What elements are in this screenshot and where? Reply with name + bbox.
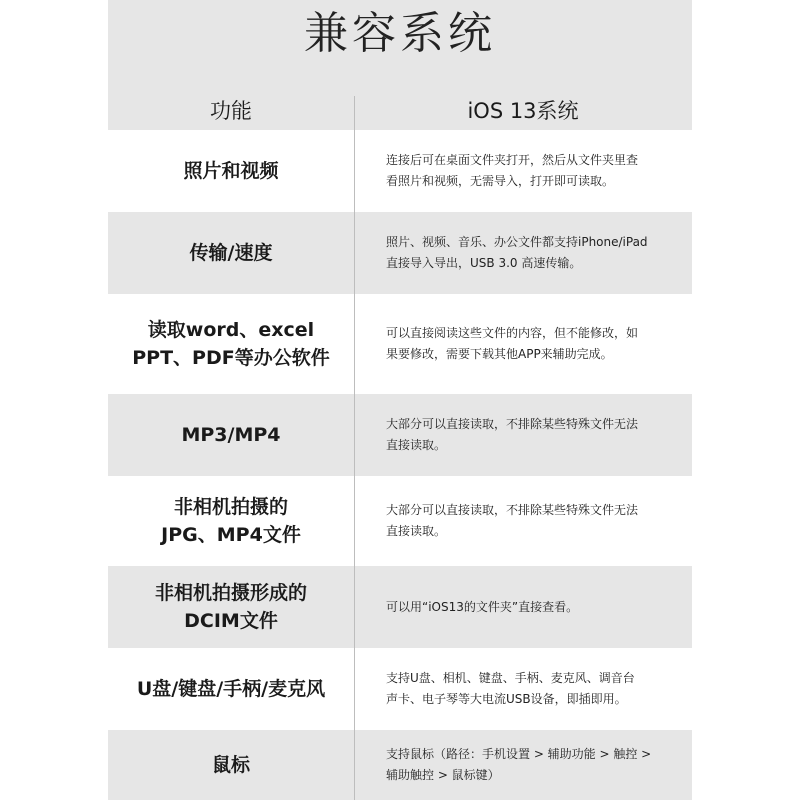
feature-line: 鼠标 [211, 754, 250, 776]
feature-line: 非相机拍摄形成的 [154, 582, 307, 604]
feature-line: 读取word、excel [147, 319, 315, 341]
feature-line: DCIM文件 [184, 610, 278, 632]
page-title: 兼容系统 [304, 8, 496, 59]
description-line: 直接读取。 [386, 524, 447, 538]
feature-cell [108, 730, 354, 800]
description-line: 直接读取。 [386, 438, 447, 452]
feature-cell [108, 212, 354, 294]
feature-cell [108, 394, 354, 476]
feature-line: JPG、MP4文件 [161, 524, 301, 546]
feature-line: 照片和视频 [183, 160, 279, 182]
description-cell [386, 730, 682, 800]
description-line: 果要修改，需要下载其他APP来辅助完成。 [386, 347, 613, 361]
table-row [108, 130, 692, 212]
description-line: 声卡、电子琴等大电流USB设备，即插即用。 [386, 692, 627, 706]
table-row [108, 648, 692, 730]
header-system: iOS 13系统 [467, 99, 579, 123]
description-cell [386, 566, 682, 648]
description-line: 大部分可以直接读取，不排除某些特殊文件无法 [386, 503, 639, 517]
description-line: 可以用“iOS13的文件夹”直接查看。 [386, 599, 579, 614]
feature-line: U盘/键盘/手柄/麦克风 [136, 678, 326, 700]
feature-line: PPT、PDF等办公软件 [132, 347, 330, 369]
feature-line: 非相机拍摄的 [173, 496, 288, 518]
description-cell [386, 394, 682, 476]
description-line: 直接导入导出，USB 3.0 高速传输。 [386, 256, 582, 270]
feature-cell [108, 294, 354, 394]
description-line: 大部分可以直接读取，不排除某些特殊文件无法 [386, 417, 639, 431]
table-row [108, 394, 692, 476]
description-line: 支持U盘、相机、键盘、手柄、麦克风、调音台 [386, 671, 635, 685]
table-row [108, 566, 692, 648]
column-divider [354, 96, 355, 800]
table-row [108, 212, 692, 294]
feature-cell [108, 130, 354, 212]
description-cell [386, 476, 682, 566]
table-row [108, 476, 692, 566]
description-cell [386, 212, 682, 294]
table-row [108, 294, 692, 394]
feature-cell [108, 566, 354, 648]
description-line: 连接后可在桌面文件夹打开，然后从文件夹里查 [386, 153, 639, 167]
table-row [108, 730, 692, 800]
compatibility-table [108, 0, 692, 800]
description-line: 可以直接阅读这些文件的内容，但不能修改，如 [386, 326, 639, 340]
description-cell [386, 648, 682, 730]
description-line: 看照片和视频，无需导入，打开即可读取。 [386, 174, 615, 188]
description-cell [386, 294, 682, 394]
description-line: 辅助触控 > 鼠标键） [386, 768, 500, 782]
description-cell [386, 130, 682, 212]
feature-cell [108, 476, 354, 566]
table-header [108, 92, 692, 130]
header-feature: 功能 [210, 99, 252, 123]
feature-line: 传输/速度 [189, 242, 273, 264]
description-line: 支持鼠标（路径：手机设置 > 辅助功能 > 触控 > [386, 747, 652, 761]
feature-line: MP3/MP4 [181, 424, 281, 446]
description-line: 照片、视频、音乐、办公文件都支持iPhone/iPad [386, 235, 648, 249]
feature-cell [108, 648, 354, 730]
